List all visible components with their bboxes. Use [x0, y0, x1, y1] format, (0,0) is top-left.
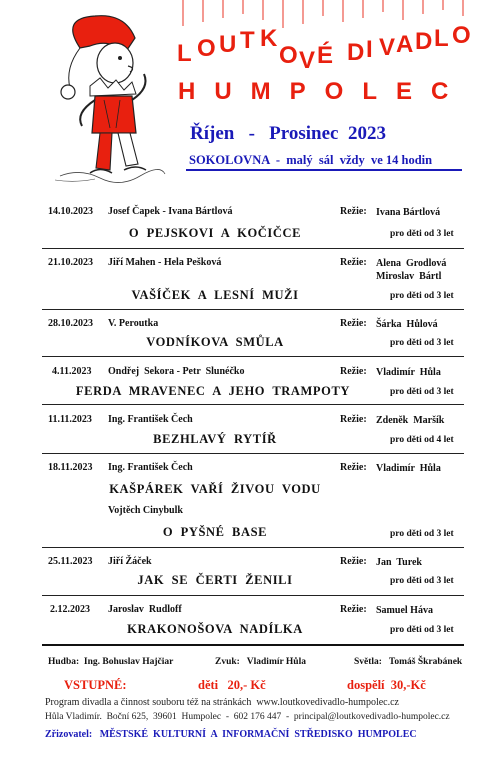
director-name: Miroslav Bártl	[376, 271, 442, 282]
director-label: Režie:	[340, 318, 367, 329]
director-label: Režie:	[340, 604, 367, 615]
title-letter: D	[415, 28, 433, 55]
age-recommendation: pro děti od 3 let	[390, 625, 454, 635]
website-info: Program divadla a činnost souboru též na stránkách www.loutkovedivadlo-humpolec.cz	[45, 697, 399, 708]
program-end-divider	[42, 644, 464, 646]
age-recommendation: pro děti od 3 let	[390, 229, 454, 239]
lights-credit: Světla: Tomáš Škrabánek	[354, 657, 463, 667]
director-label: Režie:	[340, 462, 367, 473]
title-letter: L	[177, 40, 192, 67]
age-recommendation: pro děti od 3 let	[390, 338, 454, 348]
row-divider	[42, 248, 464, 249]
director-name: Samuel Háva	[376, 605, 433, 616]
authors: Jiří Žáček	[108, 556, 152, 567]
title-letter: V	[379, 34, 396, 61]
director-label: Režie:	[340, 414, 367, 425]
authors: Josef Čapek - Ivana Bártlová	[108, 206, 233, 217]
authors: Vojtěch Cinybulk	[108, 505, 183, 516]
title-letter: I	[366, 36, 373, 63]
row-divider	[42, 547, 464, 548]
authors: Ing. František Čech	[108, 414, 193, 425]
director-label: Režie:	[340, 257, 367, 268]
city-title: HUMPOLEC	[178, 78, 468, 105]
authors: Ing. František Čech	[108, 462, 193, 473]
age-recommendation: pro děti od 3 let	[390, 291, 454, 301]
director-name: Vladimír Hůla	[376, 367, 441, 378]
sound-credit: Zvuk: Vladimír Hůla	[215, 657, 306, 667]
venue-info: SOKOLOVNA - malý sál vždy ve 14 hodin	[189, 153, 433, 167]
title-letter: D	[347, 39, 365, 66]
title-letter: T	[240, 27, 255, 54]
performance-date: 14.10.2023	[48, 206, 93, 217]
performance-date: 28.10.2023	[48, 318, 93, 329]
director-name: Alena Grodlová	[376, 258, 447, 269]
play-title: O PEJSKOVI A KOČIČCE	[128, 226, 302, 240]
title-letter: É	[317, 42, 334, 69]
title-letter: O	[279, 42, 298, 69]
performance-date: 2.12.2023	[50, 604, 90, 615]
performance-date: 21.10.2023	[48, 257, 93, 268]
performance-date: 4.11.2023	[52, 366, 92, 377]
title-letter: O	[197, 35, 216, 62]
play-title: KAŠPÁREK VAŘÍ ŽIVOU VODU	[109, 482, 321, 496]
row-divider	[42, 453, 464, 454]
title-letter: V	[299, 47, 316, 74]
authors: Jiří Mahen - Hela Pešková	[108, 257, 222, 268]
director-label: Režie:	[340, 206, 367, 217]
music-credit: Hudba: Ing. Bohuslav Hajčiar	[48, 657, 174, 667]
play-title: O PYŠNÉ BASE	[162, 525, 268, 539]
director-label: Režie:	[340, 556, 367, 567]
row-divider	[42, 309, 464, 310]
performance-date: 25.11.2023	[48, 556, 93, 567]
director-name: Šárka Hůlová	[376, 319, 438, 330]
age-recommendation: pro děti od 3 let	[390, 387, 454, 397]
play-title: JAK SE ČERTI ŽENILI	[137, 573, 293, 587]
authors: V. Peroutka	[108, 318, 159, 329]
director-name: Jan Turek	[376, 557, 422, 568]
play-title: VODNÍKOVA SMŮLA	[146, 335, 284, 349]
play-title: BEZHLAVÝ RYTÍŘ	[153, 432, 277, 446]
performance-date: 18.11.2023	[48, 462, 93, 473]
age-recommendation: pro děti od 3 let	[390, 576, 454, 586]
title-letter: K	[260, 25, 278, 52]
venue-underline	[186, 169, 462, 171]
season-period: Říjen - Prosinec 2023	[190, 123, 386, 144]
title-letter: U	[219, 31, 237, 58]
authors: Ondřej Sekora - Petr Slunéčko	[108, 366, 245, 377]
play-title: KRAKONOŠOVA NADÍLKA	[127, 622, 303, 636]
row-divider	[42, 595, 464, 596]
director-name: Zdeněk Maršík	[376, 415, 445, 426]
age-recommendation: pro děti od 4 let	[390, 435, 454, 445]
row-divider	[42, 404, 464, 405]
age-recommendation: pro děti od 3 let	[390, 529, 454, 539]
adult-price: dospělí 30,-Kč	[347, 678, 426, 692]
authors: Jaroslav Rudloff	[108, 604, 182, 615]
director-name: Ivana Bártlová	[376, 207, 441, 218]
director-name: Vladimír Hůla	[376, 463, 441, 474]
prices-label: VSTUPNÉ:	[64, 678, 127, 692]
founder-info: Zřizovatel: MĚSTSKÉ KULTURNÍ A INFORMAČNÍ STŘEDISKO HUMPOLEC	[45, 729, 417, 740]
theatre-title	[175, 20, 475, 74]
jester-puppet-logo	[40, 8, 170, 188]
title-letter: O	[452, 22, 471, 49]
director-label: Režie:	[340, 366, 367, 377]
play-title: VAŠÍČEK A LESNÍ MUŽI	[131, 288, 299, 302]
play-title: FERDA MRAVENEC A JEHO TRAMPOTY	[75, 384, 351, 398]
children-price: děti 20,- Kč	[198, 678, 266, 692]
performance-date: 11.11.2023	[48, 414, 92, 425]
title-letter: L	[434, 25, 449, 52]
title-letter: A	[396, 31, 414, 58]
contact-info: Hůla Vladimír. Boční 625, 39601 Humpolec - 602 176 447 - principal@loutkovedivadlo-humpolec.cz	[45, 712, 450, 722]
row-divider	[42, 356, 464, 357]
